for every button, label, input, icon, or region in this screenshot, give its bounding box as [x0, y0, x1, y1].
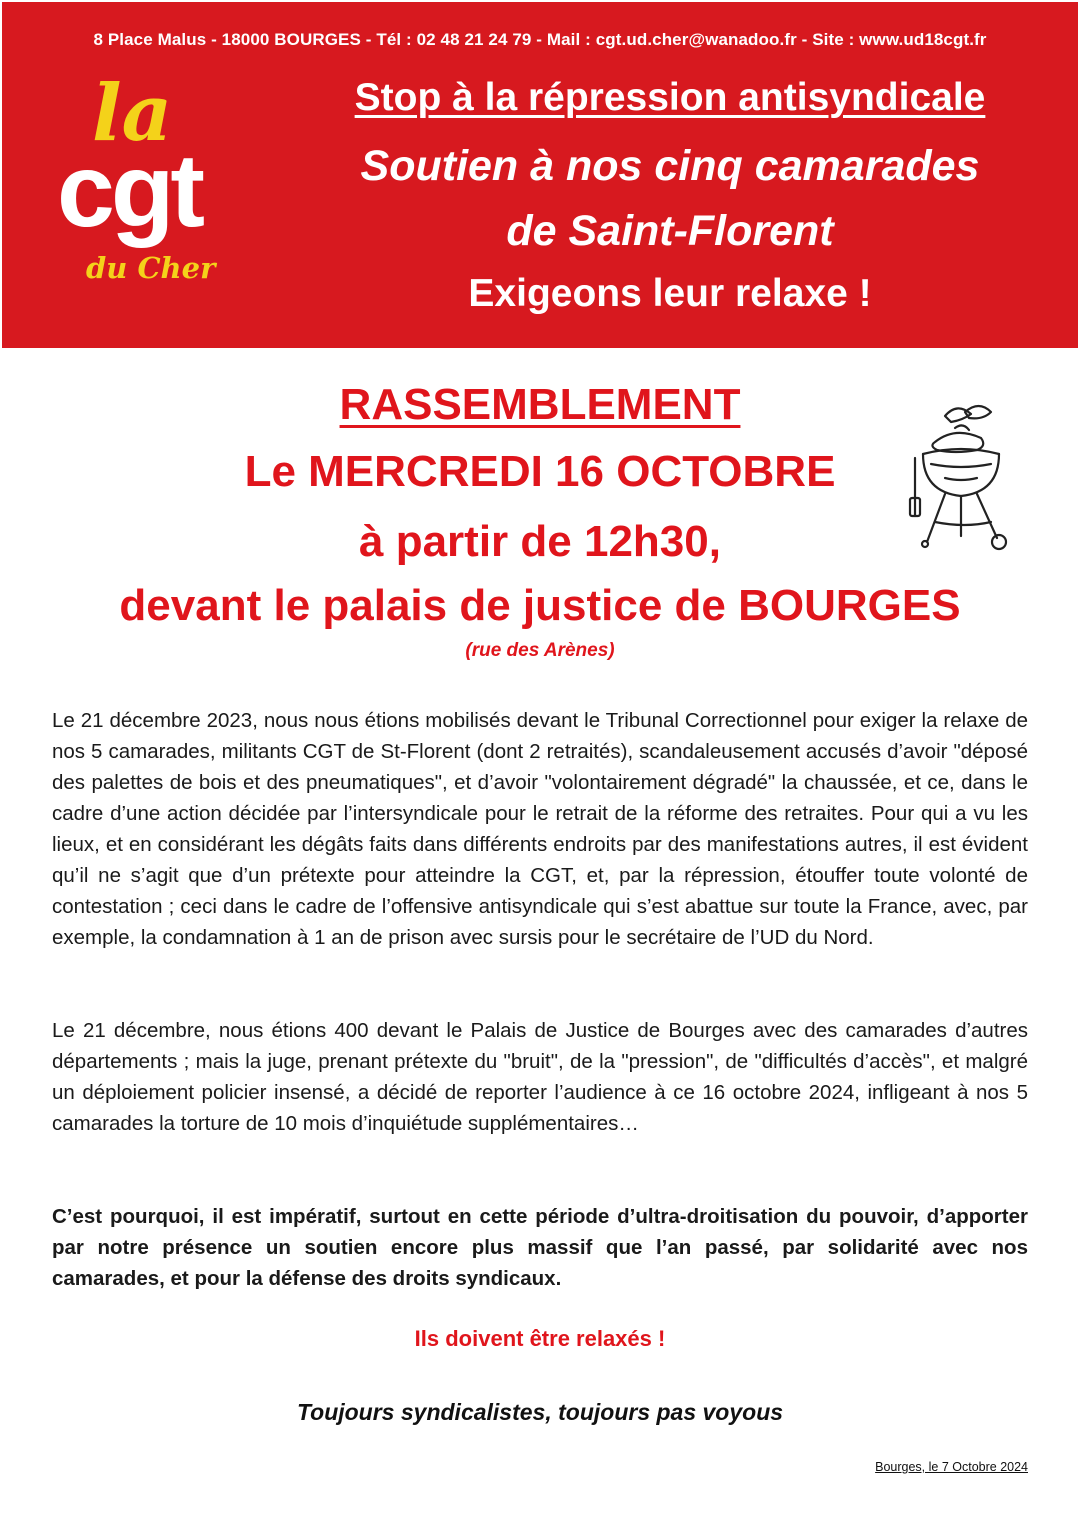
- headline-stop-repression: Stop à la répression antisyndicale: [354, 76, 986, 119]
- rally-street: (rue des Arènes): [465, 640, 615, 661]
- rally-time: à partir de 12h30,: [359, 517, 721, 566]
- headline-saint-florent: de Saint-Florent: [506, 207, 834, 255]
- headline-support: Soutien à nos cinq camarades: [360, 142, 980, 190]
- contact-line: 8 Place Malus - 18000 BOURGES - Tél : 02 48 21 24 79 - Mail : cgt.ud.cher@wanadoo.fr - Site : www.ud18cgt.fr: [93, 30, 987, 49]
- cgt-logo: [56, 70, 238, 292]
- headline-demand-release: Exigeons leur relaxe !: [468, 272, 872, 315]
- slogan-syndicalists: Toujours syndicalistes, toujours pas voyous: [296, 1399, 784, 1425]
- barbecue-grill-icon: [905, 398, 1015, 558]
- logo-cgt: cgt: [57, 133, 201, 249]
- paragraph-context: Le 21 décembre 2023, nous nous étions mobilisés devant le Tribunal Correctionnel pour exiger la relaxe de nos 5 camarades, militants CGT de St-Florent (dont 2 retraités), scandaleusement accusés d’avoir "déposé des palettes de bois et des pneumatiques", et d’avoir "volontairement dégradé" la chaussée, et ce, dans le cadre d’une action décidée par l’intersyndicale pour le retrait de la réforme des retraites. Pour qui a vu les lieux, et en considérant les dégâts faits dans différents endroits par des manifestations autres, il est évident qu’il ne s’agit que d’un prétexte pour atteindre la CGT, et, par la répression, étouffer toute volonté de contestation ; ceci dans le cadre de l’offensive antisyndicale qui s’est abattue sur toute la France, avec, par exemple, la condamnation à 1 an de prison avec sursis pour le secrétaire de l’UD du Nord.: [52, 709, 1028, 949]
- logo-la: la: [92, 70, 173, 159]
- rally-date: Le MERCREDI 16 OCTOBRE: [244, 447, 836, 496]
- rally-place: devant le palais de justice de BOURGES: [119, 581, 961, 630]
- paragraph-call-to-action: C’est pourquoi, il est impératif, surtout en cette période d’ultra-droitisation du pouvoir, d’apporter par notre présence un soutien encore plus massif que l’an passé, par solidarité avec nos camarades, et pour la défense des droits syndicaux.: [52, 1205, 1028, 1290]
- paragraph-postponement: Le 21 décembre, nous étions 400 devant le Palais de Justice de Bourges avec des camarades d’autres départements ; mais la juge, prenant prétexte du "bruit", de la "pression", de "difficultés d’accès", et malgré un déploiement policier insensé, a décidé de reporter l’audience à ce 16 octobre 2024, infligeant à nos 5 camarades la torture de 10 mois d’inquiétude supplémentaires…: [52, 1019, 1028, 1135]
- slogan-release: Ils doivent être relaxés !: [414, 1326, 666, 1351]
- rally-heading: RASSEMBLEMENT: [339, 380, 741, 429]
- logo-region: du Cher: [86, 251, 216, 285]
- dateline: Bourges, le 7 Octobre 2024: [875, 1460, 1028, 1474]
